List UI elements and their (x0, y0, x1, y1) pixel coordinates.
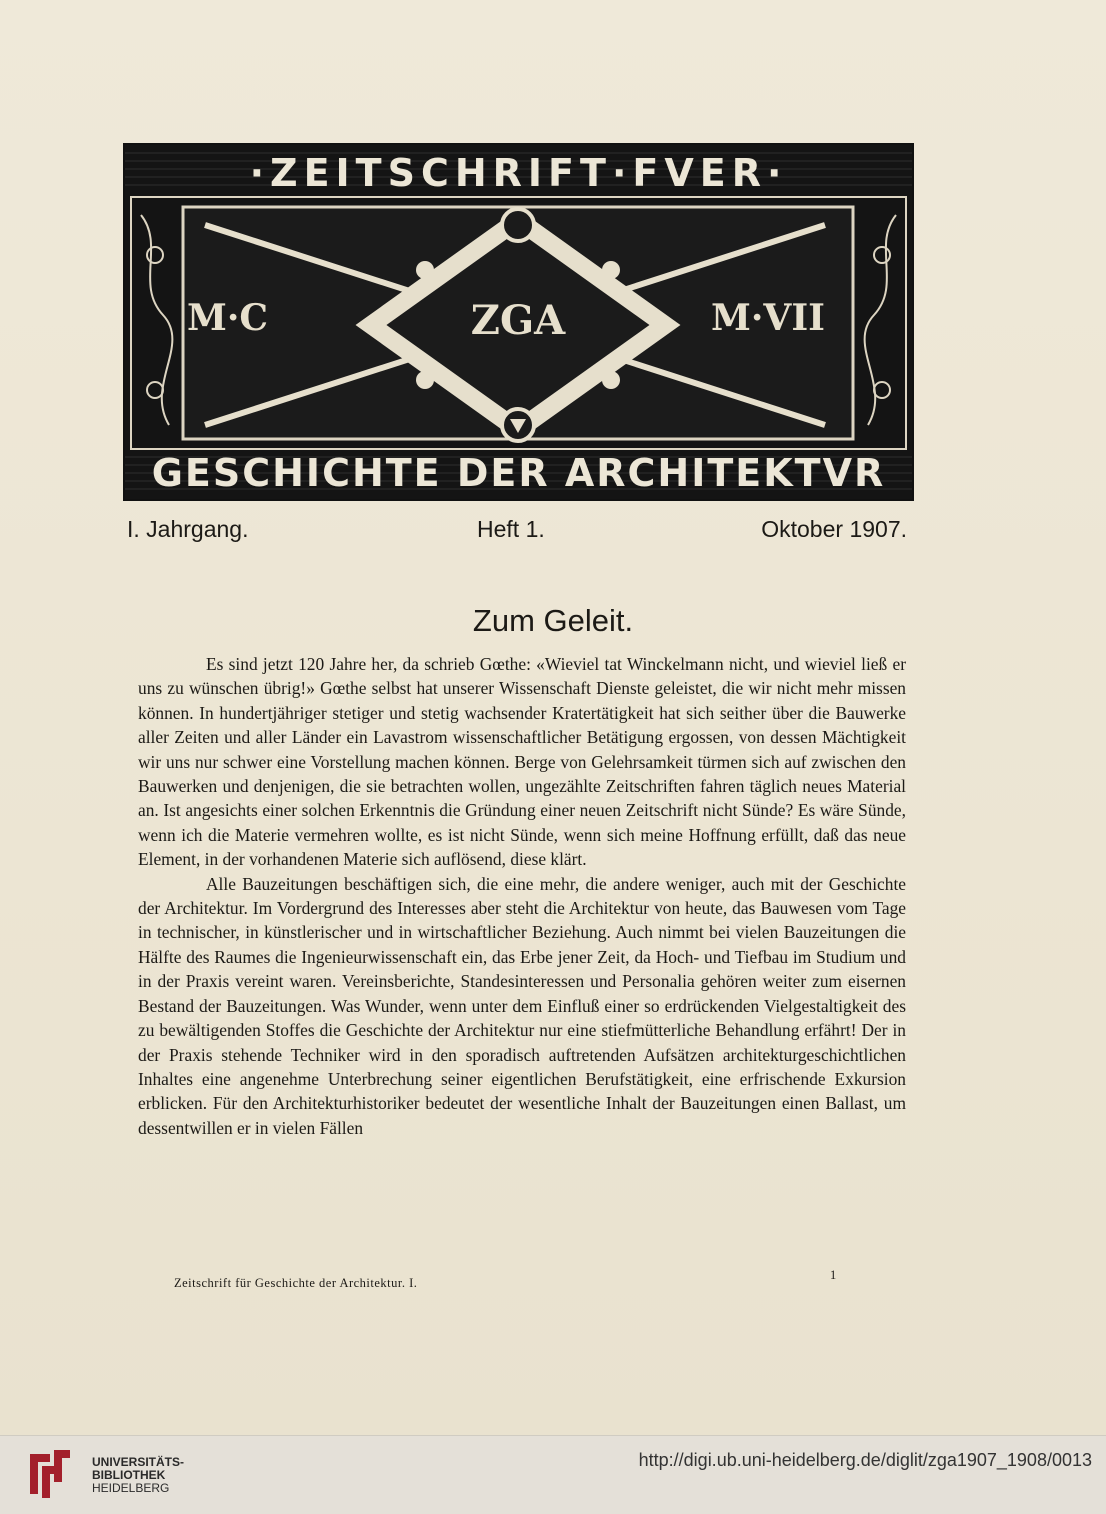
permalink-url[interactable]: http://digi.ub.uni-heidelberg.de/diglit/zga1907_1908/0013 (638, 1450, 1092, 1470)
footer-journal-title: Zeitschrift für Geschichte der Architektur. I. (174, 1276, 418, 1290)
article-title: Zum Geleit. (472, 603, 634, 638)
journal-title-banner (123, 143, 914, 501)
article-body (138, 652, 906, 1140)
library-bar (0, 1435, 1106, 1514)
banner-monogram: ZGA (470, 297, 566, 344)
banner-title-bottom: GESCHICHTE DER ARCHITEKTVR (151, 451, 886, 495)
banner-year-right: M·VII (711, 297, 825, 339)
library-name-line: UNIVERSITÄTS- (92, 1455, 185, 1469)
page-footer (0, 1268, 1106, 1298)
banner-title-top: ·ZEITSCHRIFT·FVER· (249, 151, 788, 195)
page-number: 1 (830, 1268, 837, 1282)
library-name-line: BIBLIOTHEK (92, 1468, 166, 1482)
volume-label: I. Jahrgang. (127, 516, 249, 542)
issue-label: Heft 1. (477, 516, 545, 542)
paragraph: Es sind jetzt 120 Jahre her, da schrieb Gœthe: «Wieviel tat Winckelmann nicht, und wieviel ließ er uns zu wünschen übrig!» Gœthe selbst hat unserer Wissenschaft Dienste geleistet, die wir nicht mehr missen können. In hundertjähriger stetiger und stetig wachsender Kratertätigkeit hat sich seither über die Bauwerke aller Zeiten und aller Länder ein Lavastrom wissenschaftlicher Betätigung ergossen, von dessen Mächtigkeit wir uns nur schwer eine Vorstellung machen können. Berge von Gelehrsamkeit türmen sich auf zwischen den Bauwerken und denjenigen, die sie betrachten wollen, ungezählte Zeitschriften fahren täglich neues Material an. Ist angesichts einer solchen Erkenntnis die Gründung einer neuen Zeitschrift nicht Sünde? Es wäre Sünde, wenn ich die Materie vermehren wollte, es ist nicht Sünde, wenn sich meine Hoffnung erfüllt, daß das neue Element, in der vorhandenen Materie sich auflösend, diese klärt. (138, 654, 906, 870)
banner-year-left: M·C (187, 297, 269, 339)
masthead (127, 516, 907, 552)
library-logo-icon (22, 1446, 78, 1507)
library-name-line: HEIDELBERG (92, 1481, 170, 1495)
paragraph: Alle Bauzeitungen beschäftigen sich, die eine mehr, die andere weniger, auch mit der Geschichte der Architektur. Im Vordergrund des Interesses aber steht die Architektur von heute, das Bauwesen vom Tage in technischer, in künstlerischer und in wirtschaftlicher Beziehung. Auch nimmt bei vielen Bauzeitungen die Hälfte des Raumes die Ingenieurwissenschaft ein, das Erbe jener Zeit, da Hoch- und Tiefbau im Studium und in der Praxis vereint waren. Vereinsberichte, Standesinteressen und Personalia gehören weiter zum eisernen Bestand der Bauzeitungen. Was Wunder, wenn unter dem Einfluß einer so erdrückenden Vielgestaltigkeit des zu bewältigenden Stoffes die Geschichte der Architektur nur eine stiefmütterliche Behandlung erfährt! Der in der Praxis stehende Techniker wird in den sporadisch auftretenden Aufsätzen architekturgeschichtlichen Inhaltes eine angenehme Unterbrechung seiner eigentlichen Berufstätigkeit, eine erfrischende Exkursion erblicken. Für den Architekturhistoriker bedeutet der wesentliche Inhalt der Bauzeitungen einen Ballast, um dessentwillen er in vielen Fällen (138, 873, 906, 1138)
date-label: Oktober 1907. (761, 516, 907, 542)
library-name (92, 1456, 184, 1495)
